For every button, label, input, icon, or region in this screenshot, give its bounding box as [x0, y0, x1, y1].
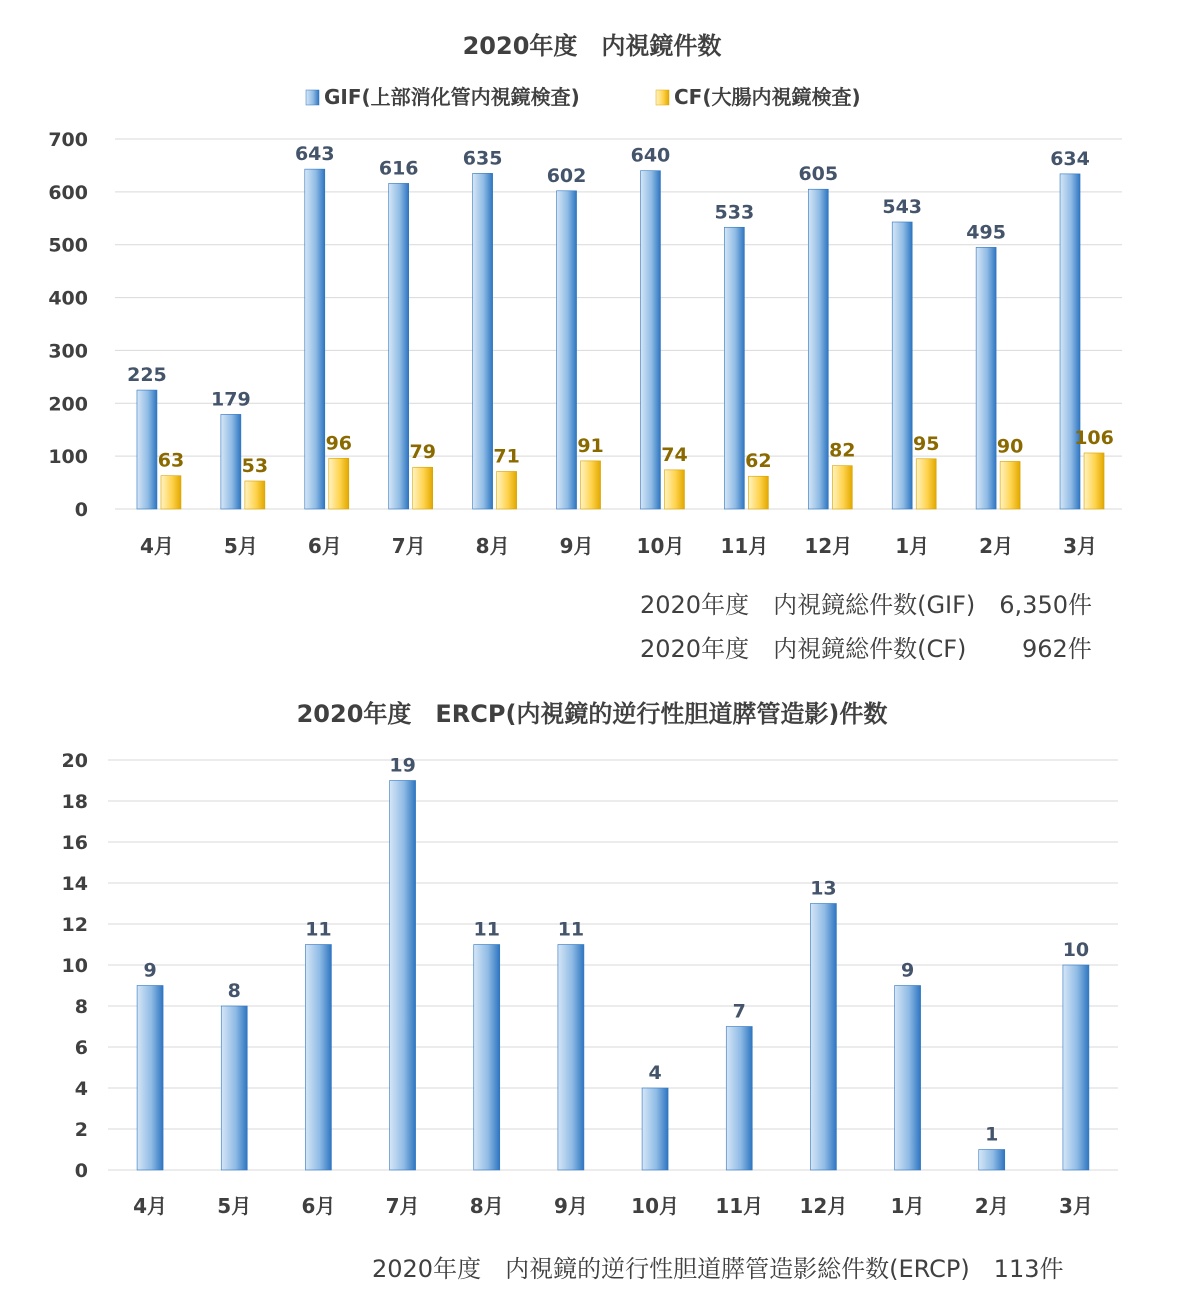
bar-cf [832, 466, 852, 509]
data-label: 7 [732, 1000, 746, 1023]
chart2-x-axis [133, 1194, 1093, 1218]
bar-gif [892, 222, 912, 509]
legend-cf-label: CF(大腸内視鏡検査) [674, 85, 861, 109]
y-tick-label: 500 [48, 234, 88, 257]
x-tick-label: 5月 [223, 534, 258, 558]
data-label: 82 [829, 439, 856, 462]
chart2-data-labels [143, 755, 1089, 1146]
chart1-bars [137, 169, 1104, 509]
data-label: 71 [493, 445, 520, 468]
chart1-gridlines [115, 139, 1122, 509]
data-label: 53 [241, 454, 269, 477]
x-tick-label: 6月 [301, 1194, 336, 1218]
x-tick-label: 2月 [979, 534, 1014, 558]
y-tick-label: 4 [74, 1078, 88, 1100]
data-label: 643 [294, 143, 335, 166]
y-tick-label: 300 [48, 340, 88, 363]
x-tick-label: 11月 [720, 534, 769, 558]
legend-gif-swatch [306, 90, 319, 105]
x-tick-label: 8月 [469, 1194, 504, 1218]
x-tick-label: 12月 [804, 534, 853, 558]
bar-ercp [726, 1027, 752, 1171]
y-tick-label: 600 [48, 181, 88, 204]
y-tick-label: 400 [48, 287, 88, 310]
data-label: 11 [473, 918, 500, 941]
bar-cf [329, 458, 349, 509]
bar-ercp [221, 1006, 247, 1170]
data-label: 605 [798, 163, 839, 186]
bar-ercp [895, 986, 921, 1171]
bar-gif [473, 173, 493, 509]
x-tick-label: 12月 [799, 1194, 848, 1218]
data-label: 9 [900, 959, 915, 982]
y-tick-label: 0 [74, 1160, 88, 1182]
y-tick-label: 700 [48, 129, 88, 151]
data-label: 19 [389, 754, 416, 777]
chart2-gridlines [108, 760, 1118, 1170]
data-label: 8 [227, 980, 241, 1002]
data-label: 495 [966, 221, 1006, 244]
x-tick-label: 9月 [559, 534, 594, 558]
bar-ercp [642, 1088, 668, 1170]
bar-gif [557, 191, 577, 509]
data-label: 602 [546, 164, 587, 187]
chart-endoscopy-counts [48, 32, 1122, 558]
y-tick-label: 18 [61, 791, 88, 813]
bar-ercp [474, 945, 500, 1171]
x-tick-label: 11月 [715, 1194, 764, 1218]
y-tick-label: 6 [74, 1037, 88, 1059]
chart1-x-axis [140, 534, 1097, 558]
data-label: 10 [1062, 939, 1090, 961]
y-tick-label: 14 [61, 873, 88, 895]
bar-cf [497, 471, 517, 509]
data-label: 179 [211, 388, 251, 411]
total-cf: 2020年度 内視鏡総件数(CF) 962件 [640, 635, 1092, 663]
data-label: 91 [577, 434, 604, 457]
chart1-y-axis [48, 129, 88, 521]
bar-cf [1000, 461, 1020, 509]
bar-gif [724, 227, 744, 509]
x-tick-label: 5月 [217, 1194, 252, 1218]
data-label: 543 [882, 195, 923, 218]
x-tick-label: 3月 [1063, 534, 1098, 558]
data-label: 4 [648, 1062, 662, 1084]
bar-cf [413, 467, 433, 509]
data-label: 635 [462, 147, 503, 170]
data-label: 533 [714, 201, 755, 224]
data-label: 640 [630, 144, 671, 167]
legend-gif-label: GIF(上部消化管内視鏡検査) [324, 85, 580, 109]
x-tick-label: 7月 [385, 1194, 420, 1218]
x-tick-label: 4月 [139, 534, 174, 558]
bar-gif [976, 247, 996, 509]
bar-gif [808, 189, 828, 509]
bar-cf [245, 481, 265, 509]
data-label: 90 [996, 435, 1024, 458]
data-label: 11 [557, 918, 585, 941]
chart2-title: 2020年度 ERCP(内視鏡的逆行性胆道膵管造影)件数 [296, 700, 888, 728]
data-label: 106 [1074, 426, 1114, 449]
x-tick-label: 8月 [475, 534, 510, 558]
data-label: 13 [810, 877, 837, 900]
bar-ercp [558, 945, 584, 1171]
bar-cf [161, 476, 181, 509]
bar-gif [1060, 174, 1080, 509]
bar-ercp [1063, 965, 1089, 1170]
bar-gif [305, 169, 325, 509]
x-tick-label: 2月 [974, 1194, 1009, 1218]
chart1-title: 2020年度 内視鏡件数 [462, 32, 722, 60]
legend-cf-swatch [656, 90, 669, 105]
bar-cf [748, 476, 768, 509]
bar-ercp [137, 986, 163, 1171]
x-tick-label: 10月 [636, 534, 685, 558]
x-tick-label: 1月 [890, 1194, 925, 1218]
bar-cf [581, 461, 601, 509]
data-label: 62 [745, 450, 772, 473]
x-tick-label: 7月 [391, 534, 426, 558]
data-label: 11 [305, 918, 332, 941]
bar-gif [389, 183, 409, 509]
chart2-y-axis [62, 750, 88, 1182]
y-tick-label: 16 [61, 832, 88, 854]
x-tick-label: 10月 [631, 1194, 680, 1218]
bar-cf [1084, 453, 1104, 509]
bar-cf [916, 459, 936, 509]
bar-gif [221, 414, 241, 509]
y-tick-label: 8 [74, 996, 88, 1018]
y-tick-label: 2 [74, 1119, 88, 1141]
chart1-data-labels [127, 143, 1114, 477]
bar-ercp [390, 781, 416, 1171]
total-ercp: 2020年度 内視鏡的逆行性胆道膵管造影総件数(ERCP) 113件 [372, 1255, 1064, 1283]
x-tick-label: 4月 [133, 1194, 168, 1218]
x-tick-label: 1月 [895, 534, 930, 558]
bar-gif [640, 171, 660, 509]
y-tick-label: 100 [48, 446, 88, 469]
data-label: 616 [378, 157, 419, 180]
chart-ercp-counts [62, 700, 1118, 1218]
y-tick-label: 10 [61, 955, 88, 977]
data-label: 63 [157, 449, 185, 472]
total-gif: 2020年度 内視鏡総件数(GIF) 6,350件 [640, 591, 1092, 619]
data-label: 225 [127, 364, 167, 387]
data-label: 79 [409, 441, 436, 464]
y-tick-label: 12 [61, 914, 88, 936]
bar-ercp [305, 945, 331, 1171]
y-tick-label: 20 [61, 750, 88, 772]
y-tick-label: 0 [74, 499, 88, 521]
chart2-bars [137, 781, 1089, 1171]
data-label: 9 [143, 959, 157, 982]
data-label: 634 [1050, 147, 1090, 170]
bar-gif [137, 390, 157, 509]
data-label: 95 [912, 432, 940, 455]
x-tick-label: 3月 [1058, 1194, 1093, 1218]
data-label: 74 [661, 443, 688, 466]
data-label: 96 [325, 432, 353, 455]
bar-ercp [810, 904, 836, 1171]
bar-cf [664, 470, 684, 509]
x-tick-label: 9月 [553, 1194, 588, 1218]
data-label: 1 [985, 1123, 999, 1146]
chart1-legend [306, 85, 861, 109]
x-tick-label: 6月 [307, 534, 342, 558]
y-tick-label: 200 [48, 393, 88, 416]
bar-ercp [979, 1150, 1005, 1171]
